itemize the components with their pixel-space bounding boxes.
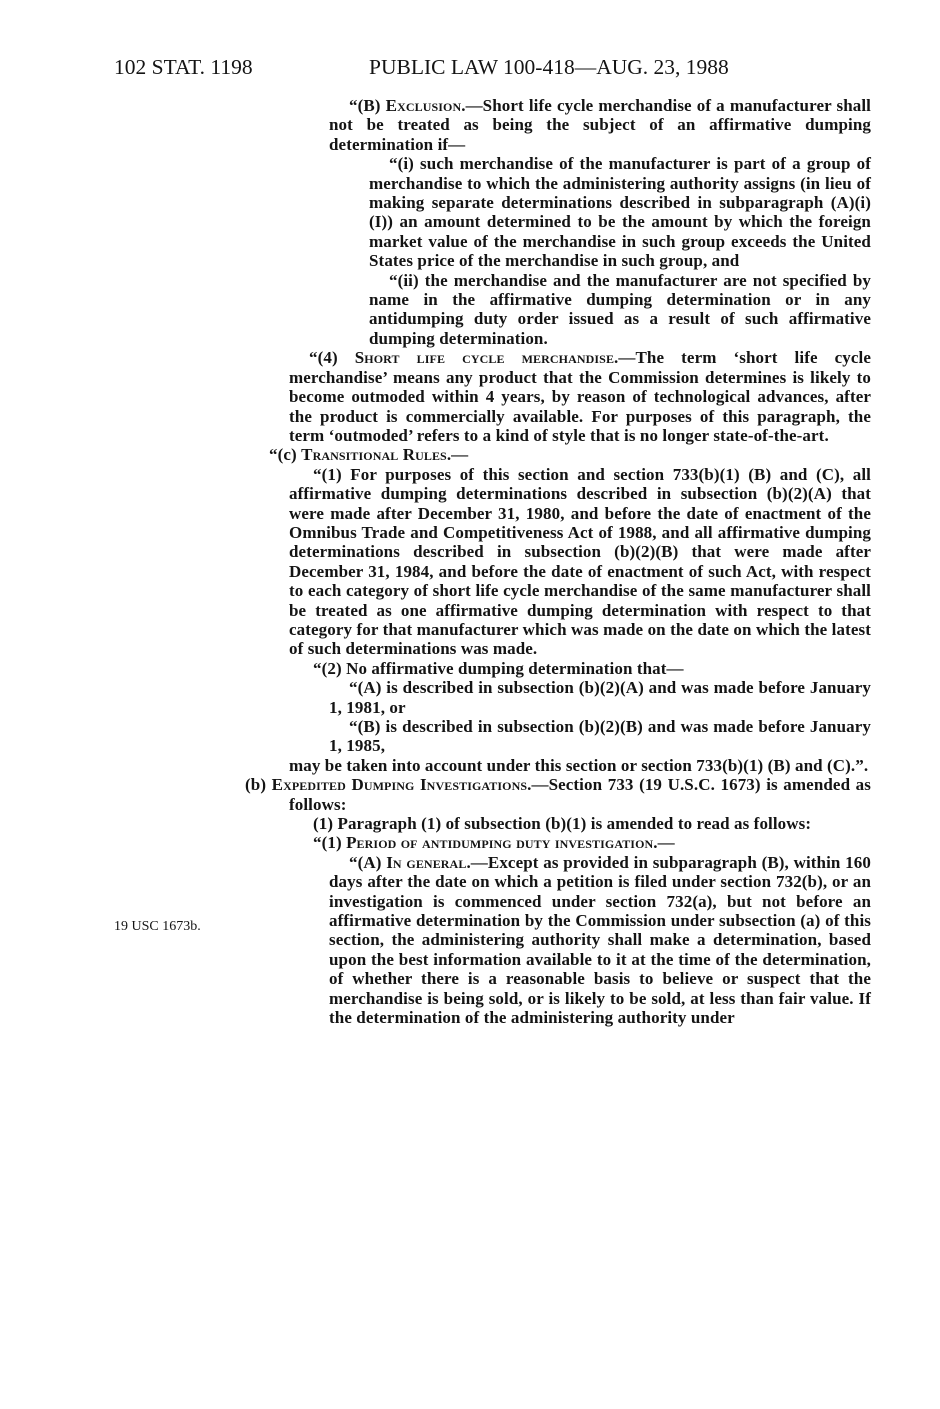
- paragraph-c-2-tail: may be taken into account under this section or section 733(b)(1) (B) and (C).”.: [289, 755, 869, 775]
- paragraph-c-2-b: “(B) is described in subsection (b)(2)(B) and was made before January 1, 1985,: [329, 717, 871, 756]
- paragraph-c-1: “(1) For purposes of this section and section 733(b)(1) (B) and (C), all affirmative dumping determinations described in subsection (b)(2)(A) that were made after December 31, 1980, and before the date of enactment of the Omnibus Trade and Competitiveness Act of 1988, and all affirmative dumping determinations described in subsection (b)(2)(B) that were made after December 31, 1984, and before the date of enactment of such Act, with respect to each category of short life cycle merchandise of the same manufacturer shall be treated as one affirmative dumping determination with respect to that category for that manufacturer which was made on the date on which the latest of such determinations was made.: [289, 464, 871, 659]
- paragraph-b-exclusion: “(B) Exclusion.—Short life cycle merchandise of a manufacturer shall not be treated as being the subject of an affirmative dumping determination if—: [329, 96, 871, 154]
- paragraph-c-2: “(2) No affirmative dumping determination that—: [313, 658, 684, 678]
- paragraph-ii: “(ii) the merchandise and the manufacturer are not specified by name in the affirmative dumping determination or in any antidumping duty order issued as a result of such affirmative dumping determination.: [369, 270, 871, 348]
- paragraph-4-short-life: “(4) Short life cycle merchandise.—The term ‘short life cycle merchandise’ means any product that the Commission determines is likely to become outmoded within 4 years, by reason of technological advances, after the product is commercially available. For purposes of this paragraph, the term ‘outmoded’ refers to a kind of style that is no longer state-of-the-art.: [289, 348, 871, 445]
- page-header: [0, 52, 940, 82]
- paragraph-b-expedited: (b) Expedited Dumping Investigations.—Section 733 (19 U.S.C. 1673) is amended as follows:: [245, 775, 871, 814]
- paragraph-a-in-general: “(A) In general.—Except as provided in subparagraph (B), within 160 days after the date on which a petition is filed under section 732(b), or an investigation is commenced under section 732(a), but not before an affirmative determination by the Commission under subsection (a) of this section, the administering authority shall make a determination, based upon the best information available to it at the time of the determination, of whether there is a reasonable basis to believe or suspect that the merchandise is being sold, or is likely to be sold, at less than fair value. If the determination of the administering authority under: [329, 852, 871, 1028]
- paragraph-i: “(i) such merchandise of the manufacturer is part of a group of merchandise to which the administering authority assigns (in lieu of making separate determinations described in subparagraph (A)(i)(I)) an amount determined to be the amount by which the foreign market value of the merchandise in such group exceeds the United States price of the merchandise in such group, and: [369, 154, 871, 271]
- margin-note: 19 USC 1673b.: [114, 919, 201, 934]
- law-citation: PUBLIC LAW 100-418—AUG. 23, 1988: [369, 55, 729, 79]
- stat-page-number: 102 STAT. 1198: [114, 55, 253, 79]
- body-text: [245, 96, 871, 1028]
- paragraph-c-transitional: “(c) Transitional Rules.—: [269, 445, 469, 465]
- paragraph-c-2-a: “(A) is described in subsection (b)(2)(A) and was made before January 1, 1981, or: [329, 678, 871, 717]
- paragraph-b-1-heading: “(1) Period of antidumping duty investigation.—: [313, 833, 675, 853]
- paragraph-b-1: (1) Paragraph (1) of subsection (b)(1) is amended to read as follows:: [313, 814, 812, 834]
